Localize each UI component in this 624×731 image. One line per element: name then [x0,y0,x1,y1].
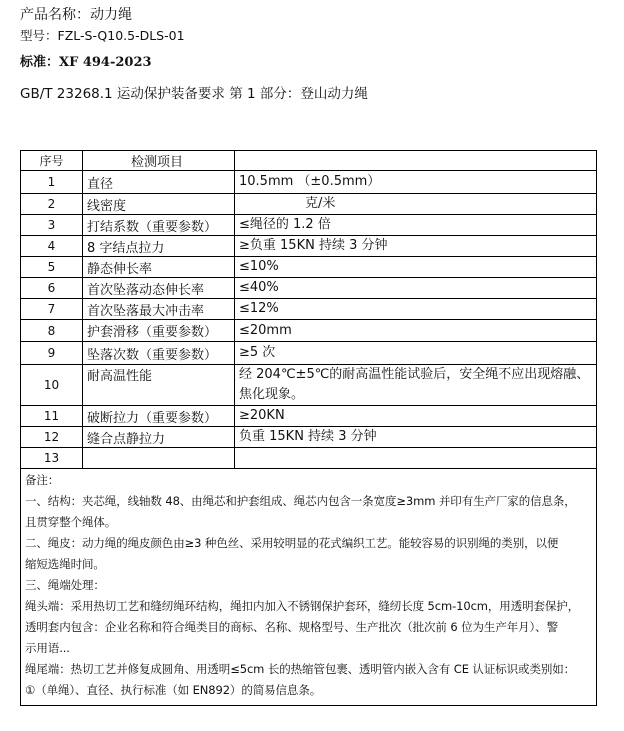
table-row [21,194,597,215]
row-item: 静态伸长率 [83,257,235,278]
model-line: 型号：FZL-S-Q10.5-DLS-01 [20,28,185,43]
note-line: 且贯穿整个绳体。 [25,515,117,529]
table-row [21,320,597,342]
product-name-line: 产品名称：动力绳 [20,7,132,23]
row-item: 首次坠落动态伸长率 [83,278,235,299]
row-number: 12 [21,427,83,448]
table-row [21,257,597,278]
row-number: 8 [21,320,83,342]
row-item: 8 字结点拉力 [83,236,235,257]
row-item: 破断拉力（重要参数） [83,406,235,427]
row-item: 首次坠落最大冲击率 [83,299,235,320]
standard-line: 标准：XF 494-2023 [20,55,152,70]
row-number: 9 [21,342,83,365]
row-item: 护套滑移（重要参数） [83,320,235,342]
table-row [21,406,597,427]
row-requirement [235,448,597,469]
row-number: 10 [21,365,83,406]
table-header-row [21,151,597,171]
row-number: 7 [21,299,83,320]
row-requirement: 负重 15KN 持续 3 分钟 [235,427,597,448]
notes-cell [21,469,597,706]
table-row [21,215,597,236]
note-line: 缩短选绳时间。 [25,557,105,571]
row-requirement: ≤20mm [235,320,597,342]
note-line: 绳尾端：热切工艺并修复成圆角、用透明≤5cm 长的热缩管包裹、透明管内嵌入含有 CE 认证标识或类别如： [25,662,576,676]
header-item: 检测项目 [83,151,235,171]
row-requirement: 10.5mm （±0.5mm） [235,171,597,194]
row-item: 耐高温性能 [83,365,235,406]
row-item: 坠落次数（重要参数） [83,342,235,365]
row-number: 6 [21,278,83,299]
row-number: 2 [21,194,83,215]
row-requirement: ≥20KN [235,406,597,427]
gb-standard-line: GB/T 23268.1 运动保护装备要求 第 1 部分：登山动力绳 [20,86,368,102]
row-item: 打结系数（重要参数） [83,215,235,236]
row-number: 1 [21,171,83,194]
row-item: 直径 [83,171,235,194]
row-requirement: ≤40% [235,278,597,299]
table-row [21,448,597,469]
row-number: 11 [21,406,83,427]
row-item: 缝合点静拉力 [83,427,235,448]
table-row [21,427,597,448]
row-requirement: ≥5 次 [235,342,597,365]
note-line: 透明套内包含：企业名称和符合绳类目的商标、名称、规格型号、生产批次（批次前 6 位为生产年月）、警 [25,620,558,634]
note-line: 二、绳皮：动力绳的绳皮颜色由≥3 种色丝、采用较明显的花式编织工艺。能较容易的识别绳的类别，以便 [25,536,559,550]
notes-row [21,469,597,706]
row-number: 3 [21,215,83,236]
note-line: 示用语... [25,641,70,655]
note-line: 一、结构：夹芯绳，线轴数 48、由绳芯和护套组成、绳芯内包含一条宽度≥3mm 并印有生产厂家的信息条， [25,494,576,508]
row-number: 4 [21,236,83,257]
row-requirement: ≥负重 15KN 持续 3 分钟 [235,236,597,257]
row-number: 13 [21,448,83,469]
table-row [21,342,597,365]
header-no: 序号 [21,151,83,171]
test-items-table [20,150,597,706]
row-requirement: 经 204℃±5℃的耐高温性能试验后，安全绳不应出现熔融、焦化现象。 [235,365,597,406]
note-line: 三、绳端处理： [25,578,105,592]
row-item [83,448,235,469]
table-row [21,171,597,194]
note-line: 备注： [25,473,60,487]
table-row [21,236,597,257]
row-requirement: ≤绳径的 1.2 倍 [235,215,597,236]
table-row [21,299,597,320]
note-line: ①（单绳）、直径、执行标准（如 EN892）的简易信息条。 [25,683,322,697]
table-row [21,278,597,299]
row-requirement: ≤10% [235,257,597,278]
note-line: 绳头端：采用热切工艺和缝纫绳环结构，绳扣内加入不锈钢保护套环，缝纫长度 5cm-10cm，用透明套保护， [25,599,580,613]
row-requirement: ≤12% [235,299,597,320]
row-requirement: 克/米 [235,194,597,215]
row-item: 线密度 [83,194,235,215]
table-row [21,365,597,406]
header-requirement [235,151,597,171]
row-number: 5 [21,257,83,278]
